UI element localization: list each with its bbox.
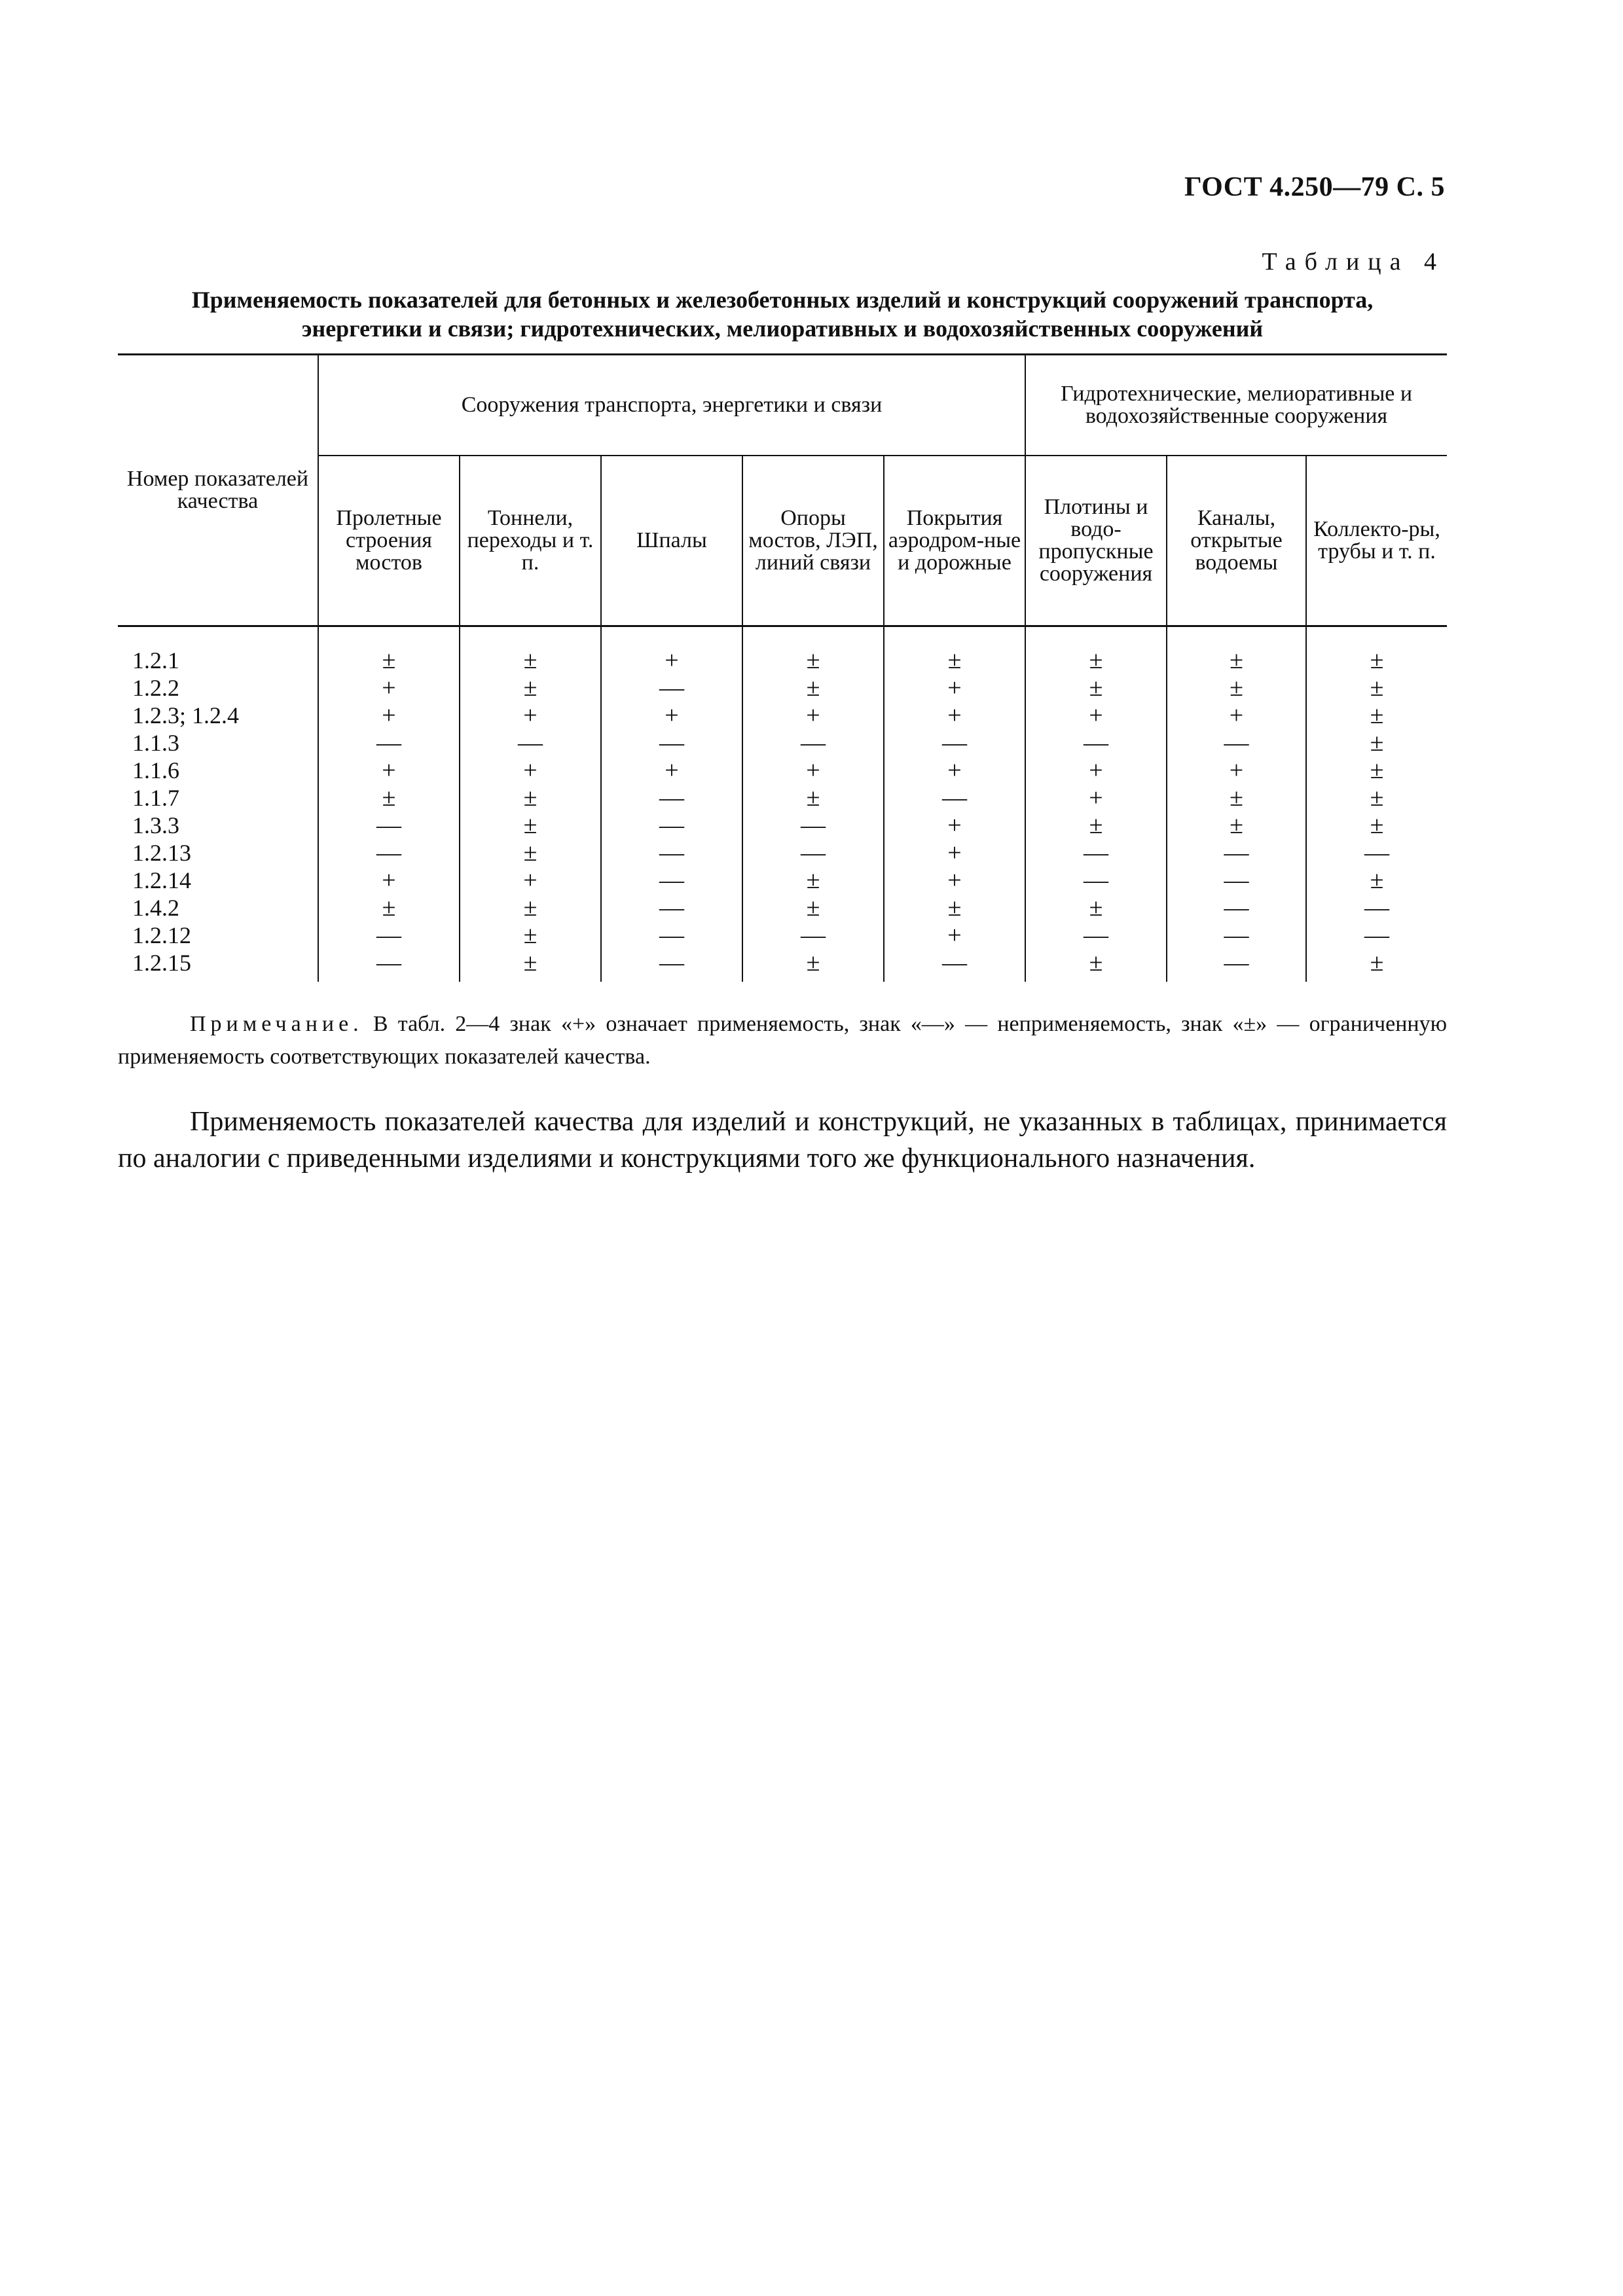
table-row <box>118 757 1447 784</box>
row-label: 1.2.1 <box>132 647 179 673</box>
table-cell: + <box>884 839 1025 867</box>
row-label: 1.2.12 <box>132 922 191 948</box>
table-cell: + <box>460 757 601 784</box>
table-row <box>118 626 1447 675</box>
row-label: 1.1.3 <box>132 730 179 756</box>
column-header: Покрытия аэродром-ные и дорожные <box>884 456 1025 626</box>
body-paragraph: Применяемость показателей качества для изделий и конструкций, не указанных в таблицах, принимается по аналогии с приведенными изделиями и конструкциями того же функционального назначения. <box>118 1107 1447 1174</box>
table-cell: ± <box>742 626 884 675</box>
page-header: ГОСТ 4.250—79 С. 5 <box>1184 172 1445 202</box>
column-header: Каналы, открытые водоемы <box>1167 456 1306 626</box>
table-cell: ± <box>742 867 884 894</box>
table-cell: + <box>601 757 742 784</box>
table-cell: + <box>1025 702 1167 729</box>
table-cell: — <box>601 812 742 839</box>
table-row <box>118 839 1447 867</box>
table-row <box>118 894 1447 922</box>
table-cell: ± <box>884 626 1025 675</box>
table-row <box>118 812 1447 839</box>
table-cell: — <box>742 922 884 949</box>
table-cell: + <box>884 922 1025 949</box>
row-label: 1.2.15 <box>132 950 191 976</box>
table-cell: + <box>1167 702 1306 729</box>
table-cell: — <box>601 894 742 922</box>
row-label: 1.3.3 <box>132 812 179 838</box>
table-cell: + <box>884 867 1025 894</box>
table-cell: — <box>1025 922 1167 949</box>
table-cell: ± <box>742 949 884 982</box>
note-label: Примечание. <box>190 1012 363 1036</box>
table-cell: + <box>318 702 460 729</box>
table-row <box>118 949 1447 982</box>
table-cell: — <box>601 949 742 982</box>
table-cell: ± <box>460 626 601 675</box>
table-cell: ± <box>1306 702 1447 729</box>
table-cell: ± <box>1025 812 1167 839</box>
group-header-hydro: Гидротехнические, мелиоративные и водохозяйственные сооружения <box>1025 355 1447 456</box>
table-cell: ± <box>460 894 601 922</box>
table-cell: — <box>318 839 460 867</box>
table-row <box>118 784 1447 812</box>
table-cell: ± <box>318 626 460 675</box>
table-cell: + <box>460 867 601 894</box>
table-row <box>118 674 1447 702</box>
row-label: 1.2.14 <box>132 867 191 893</box>
applicability-table <box>118 353 1447 982</box>
row-label: 1.2.13 <box>132 840 191 866</box>
table-cell: + <box>1025 757 1167 784</box>
table-cell: — <box>318 922 460 949</box>
table-cell: + <box>884 702 1025 729</box>
row-label: 1.2.2 <box>132 675 179 701</box>
table-body <box>118 626 1447 982</box>
table-cell: — <box>318 812 460 839</box>
table-cell: + <box>318 674 460 702</box>
table-cell: — <box>1306 922 1447 949</box>
table-cell: — <box>884 949 1025 982</box>
table-cell: — <box>1025 839 1167 867</box>
table-cell: ± <box>318 784 460 812</box>
table-note <box>118 1008 1447 1073</box>
column-header: Тоннели, переходы и т. п. <box>460 456 601 626</box>
table-cell: ± <box>1306 757 1447 784</box>
table-cell: — <box>1306 839 1447 867</box>
table-cell: + <box>1025 784 1167 812</box>
column-header: Коллекто-ры, трубы и т. п. <box>1306 456 1447 626</box>
table-cell: — <box>318 729 460 757</box>
table-cell: + <box>884 757 1025 784</box>
table-caption-line-1: Применяемость показателей для бетонных и железобетонных изделий и конструкций сооружений транспорта, <box>191 287 1374 313</box>
table-cell: ± <box>1306 784 1447 812</box>
table-cell: ± <box>1306 626 1447 675</box>
table-cell: + <box>460 702 601 729</box>
table-cell: — <box>460 729 601 757</box>
table-cell: — <box>601 729 742 757</box>
table-cell: ± <box>460 812 601 839</box>
row-label: 1.4.2 <box>132 895 179 921</box>
table-cell: ± <box>1025 894 1167 922</box>
column-header: Пролетные строения мостов <box>318 456 460 626</box>
table-cell: — <box>601 784 742 812</box>
table-cell: — <box>1167 839 1306 867</box>
table-cell: — <box>1167 729 1306 757</box>
table-cell: + <box>884 812 1025 839</box>
table-cell: — <box>1306 894 1447 922</box>
table-cell: ± <box>1167 812 1306 839</box>
table-cell: ± <box>460 922 601 949</box>
table-cell: — <box>742 839 884 867</box>
table-cell: ± <box>1167 674 1306 702</box>
table-row <box>118 729 1447 757</box>
row-label: 1.1.7 <box>132 785 179 811</box>
table-cell: ± <box>1025 674 1167 702</box>
table-cell: — <box>1167 922 1306 949</box>
table-cell: ± <box>460 839 601 867</box>
row-label: 1.2.3; 1.2.4 <box>132 702 240 728</box>
table-cell: — <box>742 812 884 839</box>
table-cell: ± <box>318 894 460 922</box>
table-cell: — <box>601 839 742 867</box>
table-cell: — <box>601 674 742 702</box>
table-cell: + <box>884 674 1025 702</box>
group-header-transport: Сооружения транспорта, энергетики и связи <box>318 355 1025 456</box>
table-cell: ± <box>1167 626 1306 675</box>
table-number: Таблица 4 <box>1262 248 1445 276</box>
table-row <box>118 922 1447 949</box>
table-cell: ± <box>460 949 601 982</box>
table-row <box>118 702 1447 729</box>
table-cell: + <box>601 626 742 675</box>
table-cell: — <box>601 922 742 949</box>
table-cell: — <box>1167 894 1306 922</box>
table-cell: ± <box>742 894 884 922</box>
table-cell: + <box>742 702 884 729</box>
table-cell: ± <box>1306 812 1447 839</box>
column-header: Шпалы <box>601 456 742 626</box>
table-cell: — <box>742 729 884 757</box>
column-header: Опоры мостов, ЛЭП, линий связи <box>742 456 884 626</box>
table-cell: ± <box>1167 784 1306 812</box>
table-cell: ± <box>1306 674 1447 702</box>
table-cell: — <box>318 949 460 982</box>
row-label: 1.1.6 <box>132 757 179 783</box>
table-cell: ± <box>884 894 1025 922</box>
table-row <box>118 867 1447 894</box>
table-cell: — <box>884 729 1025 757</box>
table-cell: — <box>884 784 1025 812</box>
table-cell: + <box>318 757 460 784</box>
column-header: Плотины и водо-пропускные сооружения <box>1025 456 1167 626</box>
table-caption <box>118 285 1447 343</box>
table-cell: — <box>1025 729 1167 757</box>
table-cell: ± <box>1306 949 1447 982</box>
table-cell: ± <box>1025 626 1167 675</box>
table-cell: ± <box>1306 867 1447 894</box>
note-text: В табл. 2—4 знак «+» означает применяемость, знак «—» — неприменяемость, знак «±» — ограниченную применяемость соответствующих показателей качества. <box>118 1012 1448 1069</box>
table-cell: — <box>1025 867 1167 894</box>
table-cell: + <box>742 757 884 784</box>
table-cell: + <box>1167 757 1306 784</box>
table-cell: ± <box>742 674 884 702</box>
table-cell: ± <box>1025 949 1167 982</box>
table-cell: — <box>601 867 742 894</box>
table-caption-line-2: энергетики и связи; гидротехнических, мелиоративных и водохозяйственных сооружений <box>301 315 1264 342</box>
table-cell: + <box>318 867 460 894</box>
table-cell: + <box>601 702 742 729</box>
table-cell: ± <box>1306 729 1447 757</box>
table-cell: — <box>1167 867 1306 894</box>
table-cell: ± <box>460 674 601 702</box>
row-header: Номер показателей качества <box>118 355 318 626</box>
table-cell: — <box>1167 949 1306 982</box>
table-cell: ± <box>460 784 601 812</box>
table-cell: ± <box>742 784 884 812</box>
